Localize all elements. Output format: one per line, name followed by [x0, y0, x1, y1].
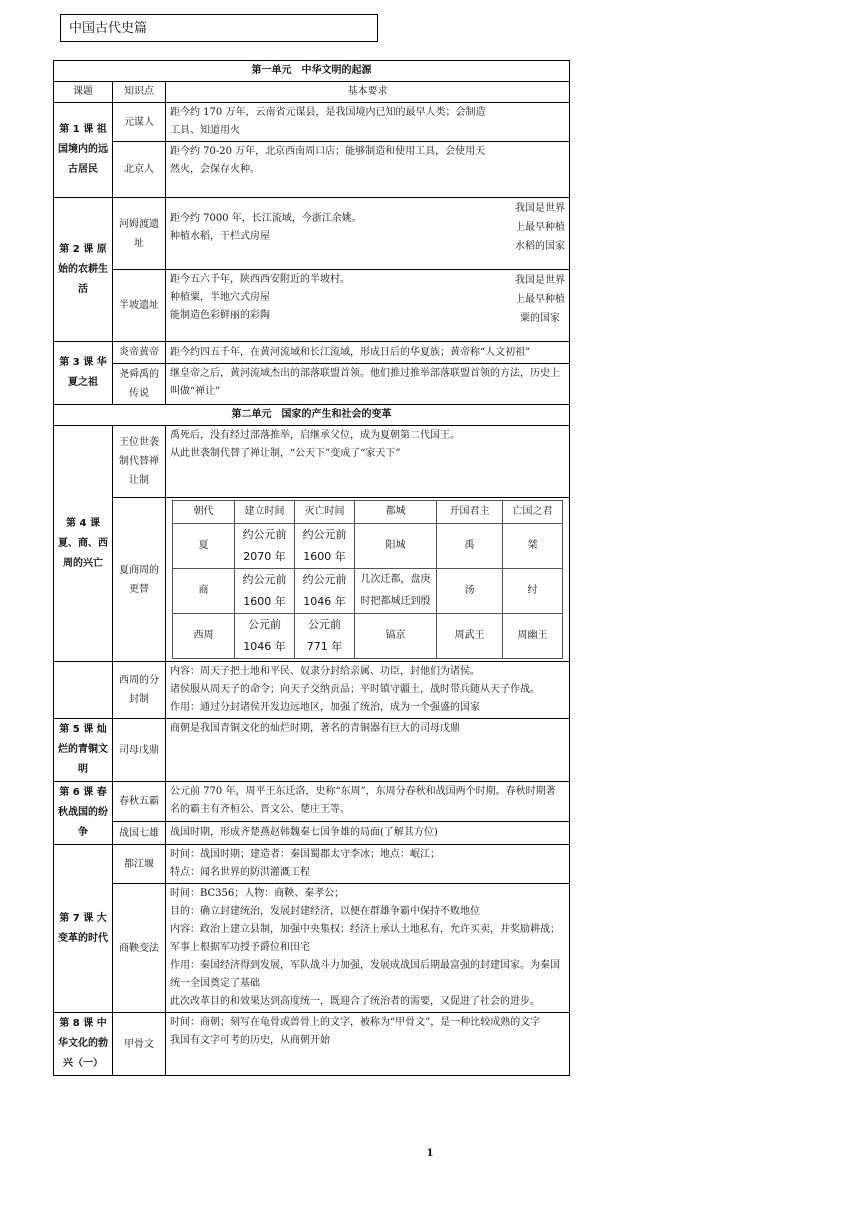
lesson-8-title: 第 8 课 中华文化的勃兴（一）: [54, 1013, 113, 1076]
topic-yandi-huangdi: 炎帝黄帝: [113, 342, 166, 364]
dynasty-header-cell: 都城: [355, 501, 437, 524]
side-note: 我国是世界上最早种植水稻的国家: [515, 203, 565, 252]
req-simuwu: 商朝是我国青铜文化的灿烂时期，著名的青铜器有巨大的司母戊鼎: [166, 719, 570, 782]
req-line: 距今五六千年，陕西西安附近的半坡村。: [170, 274, 350, 285]
lesson-4-title: 第 4 课 夏、商、西周的兴亡: [54, 426, 113, 662]
req-line: 作用：通过分封诸侯开发边远地区，加强了统治，成为一个强盛的国家: [170, 702, 480, 713]
topic-beijing: 北京人: [113, 142, 166, 198]
dynasty-cell: 西周: [173, 614, 235, 659]
req-banpo: [166, 270, 570, 342]
req-line: 特点：闻名世界的防洪灌溉工程: [170, 867, 310, 878]
req-line: 我国有文字可考的历史，从商朝开始: [170, 1035, 330, 1046]
header-topic: 知识点: [113, 82, 166, 103]
dynasty-cell: 商: [173, 569, 235, 614]
topic-yao-shun-yu: 尧舜禹的传说: [113, 364, 166, 405]
topic-hereditary: 王位世袭制代替禅让制: [113, 426, 166, 498]
req-five-hegemons: 公元前 770 年，周平王东迁洛，史称“东周”，东周分春秋和战国两个时期。春秋时期著名的霸主有齐桓公、晋文公、楚庄王等。: [166, 782, 570, 822]
dynasty-cell: 约公元前 2070 年: [235, 524, 295, 569]
dynasty-header-cell: 建立时间: [235, 501, 295, 524]
dynasty-cell: 禹: [437, 524, 503, 569]
req-line: 内容：周天子把土地和平民、奴隶分封给亲属、功臣，封他们为诸侯。: [170, 666, 480, 677]
dynasty-cell: 公元前 1046 年: [235, 614, 295, 659]
empty-lesson-cell: [54, 662, 113, 719]
req-line: 时间：商朝；刻写在龟骨或兽骨上的文字，被称为“甲骨文”，是一种比较成熟的文字: [170, 1017, 541, 1028]
req-line: 距今约 170 万年，云南省元谋县，是我国境内已知的最早人类；会制造: [170, 107, 486, 118]
dynasty-cell: 汤: [437, 569, 503, 614]
unit-1-heading: 第一单元 中华文明的起源: [54, 61, 570, 82]
req-yandi-huangdi: 距今约四五千年，在黄河流域和长江流域，形成日后的华夏族；黄帝称“人文初祖”: [166, 342, 570, 364]
req-line: 诸侯服从周天子的命令；向天子交纳贡品；平时镇守疆土，战时带兵随从天子作战。: [170, 684, 540, 695]
req-line: 距今约 70-20 万年，北京西南周口店；能够制造和使用工具，会使用天: [170, 146, 486, 157]
dynasty-row: [173, 524, 563, 569]
req-line: 内容：政治上建立县制，加强中央集权；经济上承认土地私有，允许买卖，并奖励耕战；军事上根据军功授予爵位和田宅: [170, 924, 560, 953]
dynasty-cell: 镐京: [355, 614, 437, 659]
dynasty-cell: 约公元前 1046 年: [295, 569, 355, 614]
dynasty-header-cell: 开国君主: [437, 501, 503, 524]
req-dujiangyan: [166, 845, 570, 884]
req-line: 种植水稻，干栏式房屋: [170, 230, 270, 242]
topic-yuanmou: 元谋人: [113, 103, 166, 142]
req-hemudu: [166, 198, 570, 270]
lesson-3-title: 第 3 课 华夏之祖: [54, 342, 113, 405]
req-line: 作用：秦国经济得到发展，军队战斗力加强，发展成战国后期最富强的封建国家。为秦国统一全国奠定了基础: [170, 960, 560, 989]
dynasty-cell: 周武王: [437, 614, 503, 659]
lesson-2-title: 第 2 课 原始的农耕生活: [54, 198, 113, 342]
dynasty-table-header: [173, 501, 563, 524]
dynasty-cell: 阳城: [355, 524, 437, 569]
req-beijing: [166, 142, 570, 198]
req-line: 然火，会保存火种。: [170, 164, 260, 175]
req-line: 时间：战国时期；建造者：秦国蜀郡太守李冰；地点：岷江；: [170, 849, 440, 860]
header-requirements: 基本要求: [166, 82, 570, 103]
req-line: 种植粟，半地穴式房屋: [170, 292, 270, 303]
dynasty-header-cell: 朝代: [173, 501, 235, 524]
topic-five-hegemons: 春秋五霸: [113, 782, 166, 822]
topic-fief-system: 西周的分封制: [113, 662, 166, 719]
req-oracle-bone: [166, 1013, 570, 1076]
req-line: 距今约 7000 年，长江流域，今浙江余姚。: [170, 212, 362, 224]
header-lesson: 课题: [54, 82, 113, 103]
dynasty-header-cell: 亡国之君: [503, 501, 563, 524]
dynasty-cell: 纣: [503, 569, 563, 614]
req-line: 此次改革目的和效果达到高度统一，既迎合了统治者的需要，又促进了社会的进步。: [170, 996, 540, 1007]
req-seven-states: 战国时期，形成齐楚燕赵韩魏秦七国争雄的局面(了解其方位): [166, 822, 570, 845]
side-note: 我国是世界上最早种植粟的国家: [515, 275, 565, 324]
dynasty-cell: 几次迁都，盘庚时把都城迁到殷: [355, 569, 437, 614]
outline-table: [53, 60, 570, 1076]
lesson-1-title: 第 1 课 祖国境内的远古居民: [54, 103, 113, 198]
req-line: 禹死后，没有经过部落推举，启继承父位，成为夏朝第二代国王。: [170, 430, 460, 441]
req-line: 工具、知道用火: [170, 125, 240, 136]
dynasty-cell: 桀: [503, 524, 563, 569]
topic-hemudu: 河姆渡遗址: [113, 198, 166, 270]
unit-2-heading: 第二单元 国家的产生和社会的变革: [54, 405, 570, 426]
dynasty-table-cell: [166, 498, 570, 662]
req-yao-shun-yu: 继皇帝之后，黄河流域杰出的部落联盟首领。他们推过推举部落联盟首领的方法，历史上叫做“禅让”: [166, 364, 570, 405]
req-line: 目的：确立封建统治，发展封建经济，以便在群雄争霸中保持不败地位: [170, 906, 480, 917]
dynasty-cell: 公元前 771 年: [295, 614, 355, 659]
lesson-7-title: 第 7 课 大变革的时代: [54, 845, 113, 1013]
dynasty-table: [172, 500, 563, 659]
dynasty-cell: 周幽王: [503, 614, 563, 659]
dynasty-header-cell: 灭亡时间: [295, 501, 355, 524]
req-shang-yang-reform: [166, 884, 570, 1013]
doc-title: 中国古代史篇: [60, 14, 378, 42]
dynasty-row: [173, 614, 563, 659]
req-hereditary: [166, 426, 570, 498]
req-fief-system: [166, 662, 570, 719]
topic-shang-yang-reform: 商鞅变法: [113, 884, 166, 1013]
topic-dynasty-change: 夏商周的更替: [113, 498, 166, 662]
lesson-6-title: 第 6 课 春秋战国的纷争: [54, 782, 113, 845]
page-number: 1: [426, 1148, 434, 1159]
topic-simuwu: 司母戊鼎: [113, 719, 166, 782]
topic-dujiangyan: 都江堰: [113, 845, 166, 884]
lesson-5-title: 第 5 课 灿烂的青铜文明: [54, 719, 113, 782]
topic-oracle-bone: 甲骨文: [113, 1013, 166, 1076]
req-line: 从此世袭制代替了禅让制，“公天下”变成了“家天下”: [170, 448, 401, 459]
req-yuanmou: [166, 103, 570, 142]
req-line: 能制造色彩鲜丽的彩陶: [170, 310, 270, 321]
dynasty-cell: 约公元前 1600 年: [235, 569, 295, 614]
dynasty-row: [173, 569, 563, 614]
req-line: 时间：BC356；人物：商鞅、秦孝公；: [170, 888, 345, 899]
dynasty-cell: 夏: [173, 524, 235, 569]
topic-banpo: 半坡遗址: [113, 270, 166, 342]
dynasty-cell: 约公元前 1600 年: [295, 524, 355, 569]
topic-seven-states: 战国七雄: [113, 822, 166, 845]
